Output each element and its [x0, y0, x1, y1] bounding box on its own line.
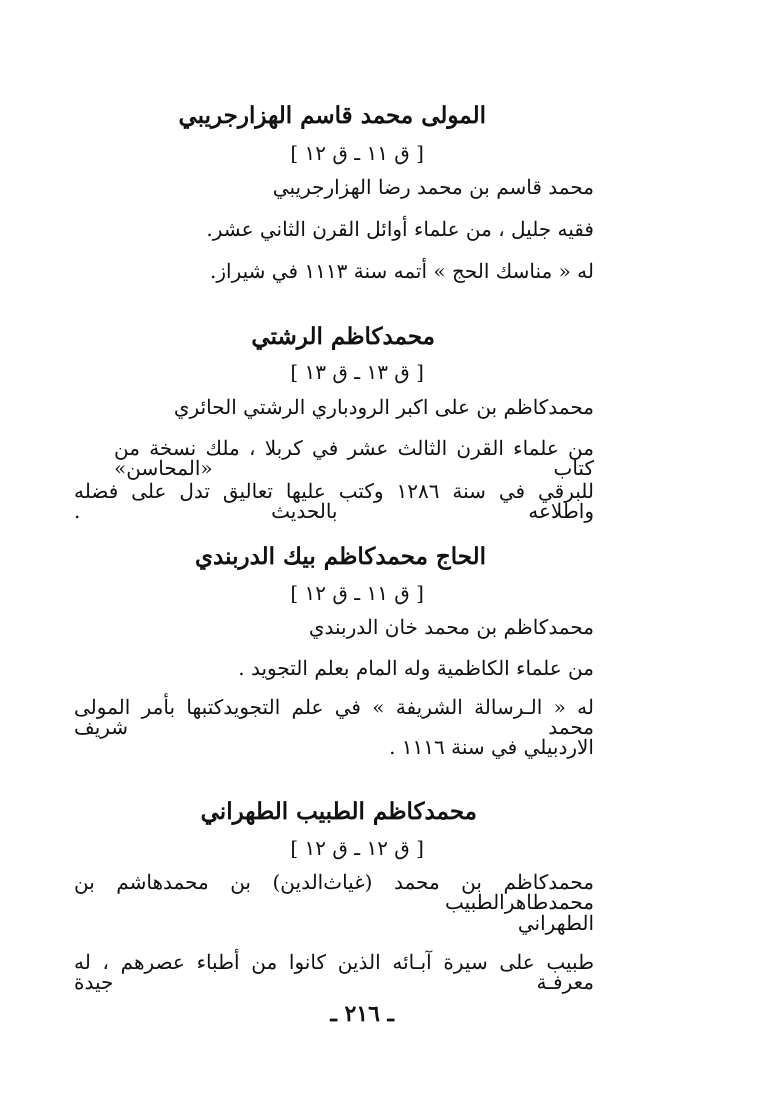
entry-line: فقيه جليل ، من علماء أوائل القرن الثاني عشر.	[206, 217, 594, 241]
entry-heading: محمدكاظم الطبيب الطهراني	[200, 798, 477, 825]
entry-line: محمدكاظم بن على اكبر الرودباري الرشتي الحائري	[173, 395, 594, 419]
entry-line: محمدكاظم بن محمد (غياث‌الدين) بن محمدهاشم بن محمدطاهرالطبيب	[74, 870, 594, 914]
entry-line: محمدكاظم بن محمد خان الدربندي	[308, 615, 594, 639]
entry-date: [ ق ١١ ـ ق ١٢ ]	[290, 581, 424, 605]
entry-heading: المولى محمد قاسم الهزارجريبي	[178, 102, 486, 129]
entry-heading: محمدكاظم الرشتي	[251, 323, 435, 350]
entry-line: له « مناسك الحج » أتمه سنة ١١١٣ في شيراز.	[210, 259, 594, 283]
entry-line: من علماء الكاظمية وله المام بعلم التجويد .	[238, 656, 594, 680]
entry-date: [ ق ١١ ـ ق ١٢ ]	[290, 141, 424, 165]
entry-line: للبرقي في سنة ١٢٨٦ وكتب عليها تعاليق تدل على فضله واطلاعه بالحديث .	[74, 479, 594, 523]
entry-line: له « الـرسالة الشريفة » في علم التجويدكتبها بأمر المولى محمد شريف	[74, 695, 594, 739]
entry-line: من علماء القرن الثالث عشر في كربلا ، ملك نسخة من كتاب «المحاسن»	[114, 436, 594, 480]
entry-line: محمد قاسم بن محمد رضا الهزارجريبي	[272, 175, 594, 199]
entry-date: [ ق ١٢ ـ ق ١٢ ]	[290, 836, 424, 860]
entry-line: الاردبيلي في سنة ١١١٦ .	[389, 735, 594, 759]
page-number: ـ ٢١٦ ـ	[330, 1001, 394, 1027]
entry-heading: الحاج محمدكاظم بيك الدربندي	[195, 543, 486, 570]
entry-line: الطهراني	[517, 911, 594, 935]
entry-line: طبيب على سيرة آبـائه الذين كانوا من أطباء عصرهم ، له معرفـة جيدة	[74, 950, 594, 994]
entry-date: [ ق ١٣ ـ ق ١٣ ]	[290, 360, 424, 384]
